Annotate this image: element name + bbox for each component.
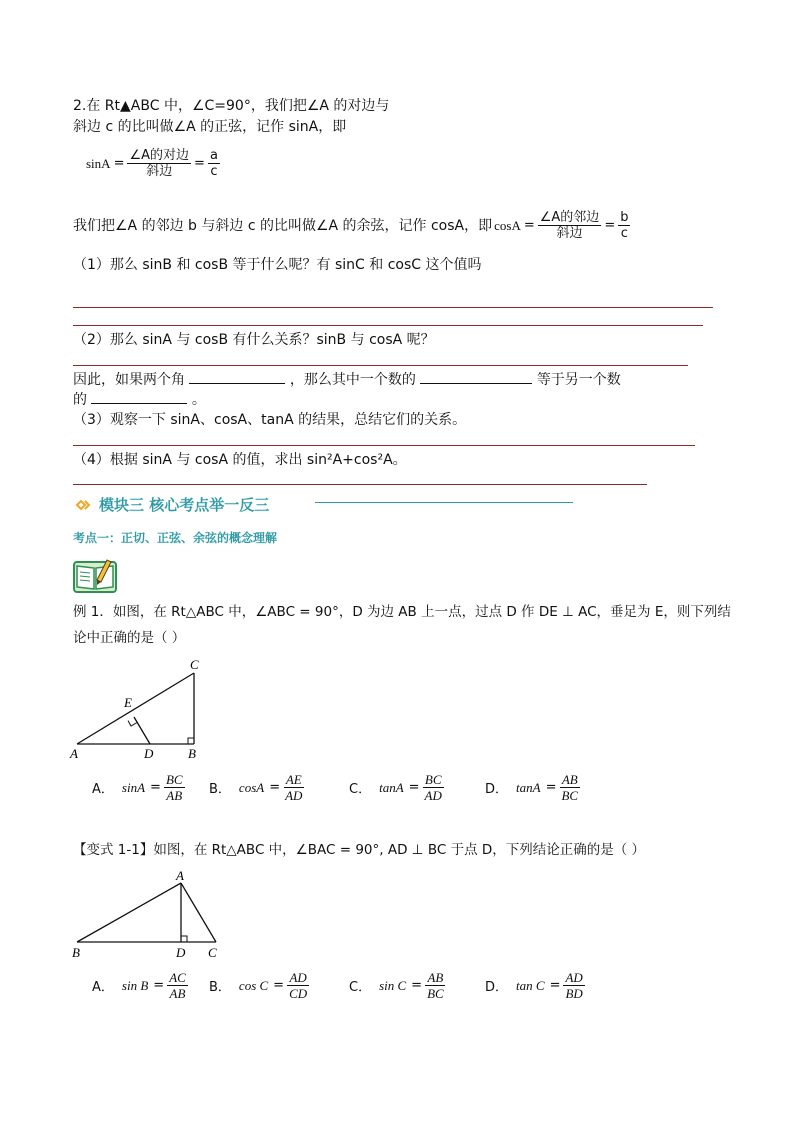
option-eq: = (153, 978, 165, 993)
option-fraction (425, 970, 446, 1001)
module-divider (315, 502, 573, 503)
answer-line-2[interactable] (73, 365, 688, 366)
topic-point-1: 考点一：正切、正弦、余弦的概念理解 (73, 531, 278, 545)
option-function: tan C (516, 977, 545, 993)
variant1-option-a[interactable] (92, 970, 188, 1001)
question-4: （4）根据 sinA 与 cosA 的值，求出 sin²A+cos²A。 (73, 452, 407, 468)
sin-numerator: ∠A的对边 (129, 148, 190, 163)
option-denominator: BC (427, 986, 444, 1001)
option-fraction (287, 970, 309, 1001)
conclusion-e: 。 (191, 392, 206, 408)
cos-formula (494, 210, 630, 241)
option-fraction (563, 970, 584, 1001)
option-function: sinA (121, 779, 146, 795)
conclusion-blank-1[interactable] (189, 368, 285, 384)
fig1-label-a: A (70, 746, 78, 761)
cos-ratio-den: c (620, 226, 628, 241)
variant1-option-d[interactable] (485, 970, 585, 1001)
option-letter: B． (209, 980, 231, 995)
variant1-stem: 【变式 1-1】如图，在 Rt△ABC 中，∠BAC = 90°, AD ⊥ BC 于点 D，下列结论正确的是（ ） (73, 842, 646, 858)
question-3: （3）观察一下 sinA、cosA、tanA 的结果，总结它们的关系。 (73, 412, 467, 428)
option-eq: = (545, 780, 557, 795)
cos-fraction (538, 210, 602, 241)
answer-line-3[interactable] (73, 445, 695, 446)
cos-numerator: ∠A的邻边 (539, 210, 600, 225)
conclusion-blank-3[interactable] (91, 388, 187, 404)
option-numerator: BC (424, 772, 442, 787)
option-numerator: BC (165, 772, 183, 787)
option-letter: A． (92, 980, 114, 995)
sin-eq: = (113, 156, 125, 171)
example1-stem-line2: 论中正确的是（ ） (73, 630, 186, 646)
option-fraction (164, 772, 185, 803)
option-eq: = (150, 780, 161, 795)
option-denominator: BD (565, 986, 583, 1001)
section2-line1: 2.在 Rt▲ABC 中，∠C=90°，我们把∠A 的对边与 (73, 98, 390, 114)
variant1-option-c[interactable] (349, 970, 446, 1001)
option-letter: D． (485, 980, 509, 995)
example1-option-c[interactable] (349, 772, 444, 803)
cos-eq2: = (604, 218, 616, 233)
module-header (75, 494, 269, 515)
conclusion-b: ，那么其中一个数的 (289, 372, 416, 388)
option-letter: C． (349, 782, 372, 797)
option-function: cosA (238, 779, 265, 795)
option-letter: C． (349, 980, 372, 995)
variant1-options (92, 970, 612, 1006)
option-numerator: AB (427, 970, 444, 985)
option-denominator: AB (169, 986, 186, 1001)
fig2-label-a: A (176, 868, 184, 883)
option-numerator: AE (285, 772, 302, 787)
conclusion-line2 (73, 388, 206, 410)
fig1-label-d: D (144, 746, 154, 761)
option-eq: = (549, 978, 561, 993)
option-denominator: BC (561, 788, 579, 803)
example1-options (92, 772, 612, 808)
option-function: cos C (238, 977, 269, 993)
option-function: tanA (379, 779, 404, 795)
option-denominator: AD (285, 788, 303, 803)
sin-lhs: sinA (86, 155, 111, 171)
option-denominator: AB (166, 788, 183, 803)
option-denominator: AD (424, 788, 442, 803)
answer-line-1a[interactable] (73, 307, 713, 308)
option-eq: = (273, 978, 285, 993)
variant1-figure (68, 866, 228, 962)
option-fraction (167, 970, 188, 1001)
fig1-label-b: B (188, 746, 196, 761)
option-numerator: AD (289, 970, 307, 985)
sin-ratio-num: a (209, 148, 218, 163)
conclusion-c: 等于另一个数 (536, 372, 621, 388)
option-function: tanA (516, 779, 541, 795)
example1-figure (68, 655, 208, 763)
variant1-option-b[interactable] (209, 970, 309, 1001)
fig1-label-c: C (190, 657, 199, 672)
option-fraction (283, 772, 304, 803)
cos-ratio (618, 210, 630, 241)
chevron-diamond-icon (75, 498, 95, 512)
sin-denominator: 斜边 (146, 164, 173, 179)
option-eq: = (411, 978, 423, 993)
answer-line-4[interactable] (73, 484, 647, 485)
option-fraction (423, 772, 444, 803)
section2-line2: 斜边 c 的比叫做∠A 的正弦，记作 sinA，即 (73, 119, 347, 135)
conclusion-d: 的 (73, 392, 87, 408)
option-letter: A． (92, 782, 114, 797)
fig2-label-d: D (176, 945, 186, 960)
example1-stem-line1: 例 1．如图，在 Rt△ABC 中，∠ABC = 90°，D 为边 AB 上一点，过点 D 作 DE ⊥ AC，垂足为 E，则下列结 (73, 604, 731, 620)
answer-line-1b[interactable] (73, 325, 703, 326)
sin-ratio-den: c (210, 164, 218, 179)
example1-option-d[interactable] (485, 772, 580, 803)
option-eq: = (269, 780, 281, 795)
conclusion-line1 (73, 368, 621, 390)
fig1-label-e: E (124, 695, 132, 710)
fig2-label-b: B (72, 945, 80, 960)
option-function: sin C (379, 977, 407, 993)
option-fraction (559, 772, 580, 803)
option-eq: = (408, 780, 420, 795)
sin-ratio (208, 148, 220, 179)
option-denominator: CD (289, 986, 308, 1001)
cos-denominator: 斜边 (556, 226, 583, 241)
conclusion-blank-2[interactable] (420, 368, 532, 384)
sin-eq2: = (194, 156, 205, 171)
option-letter: B． (209, 782, 231, 797)
module-title: 模块三 核心考点举一反三 (99, 496, 270, 514)
option-numerator: AC (169, 970, 186, 985)
conclusion-a: 因此，如果两个角 (73, 372, 185, 388)
option-letter: D． (485, 782, 509, 797)
example1-option-b[interactable] (209, 772, 304, 803)
cos-eq: = (523, 218, 535, 233)
sin-formula (86, 148, 220, 179)
sin-fraction (127, 148, 191, 179)
fig2-label-c: C (208, 945, 217, 960)
cos-ratio-num: b (620, 210, 629, 225)
book-pencil-icon (73, 556, 117, 594)
option-numerator: AD (565, 970, 583, 985)
question-1: （1）那么 sinB 和 cosB 等于什么呢？有 sinC 和 cosC 这个值吗 (73, 257, 482, 273)
option-function: sin B (121, 977, 149, 993)
question-2: （2）那么 sinA 与 cosB 有什么关系？sinB 与 cosA 呢？ (73, 332, 435, 348)
option-numerator: AB (561, 772, 578, 787)
cos-lhs: cosA (494, 217, 521, 233)
example1-option-a[interactable] (92, 772, 185, 803)
cos-intro: 我们把∠A 的邻边 b 与斜边 c 的比叫做∠A 的余弦，记作 cosA，即 (73, 217, 493, 234)
cos-intro-row (73, 210, 630, 241)
